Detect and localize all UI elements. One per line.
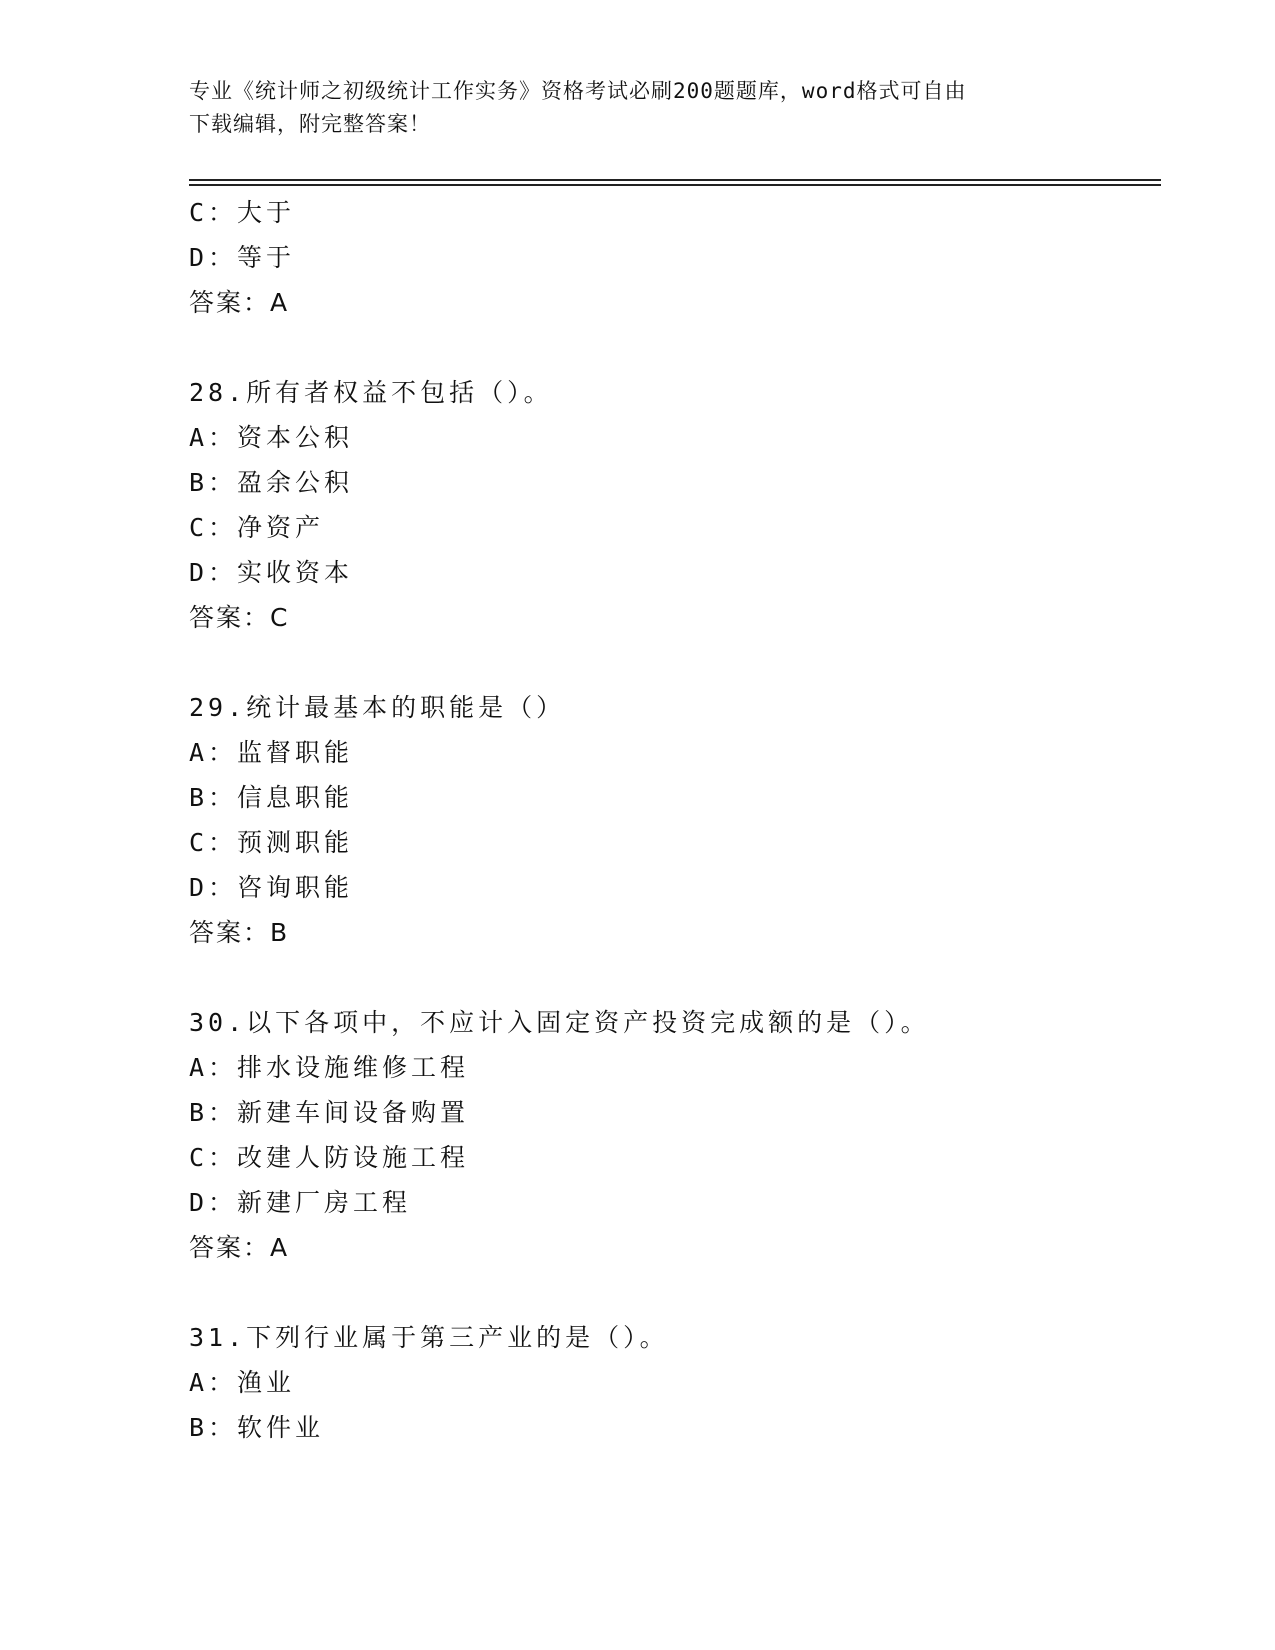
q29-option-c: C：预测职能 [189, 828, 354, 857]
q30-option-c: C：改建人防设施工程 [189, 1143, 470, 1172]
q31-option-b: B：软件业 [189, 1413, 325, 1442]
header-line-2: 下载编辑，附完整答案！ [189, 112, 431, 136]
q27-option-c: C：大于 [189, 198, 296, 227]
q27-answer: 答案：A [189, 288, 290, 317]
q28-question: 28.所有者权益不包括（）。 [189, 378, 553, 407]
q29-option-a: A：监督职能 [189, 738, 354, 767]
q29-option-d: D：咨询职能 [189, 873, 354, 902]
q27-option-d: D：等于 [189, 243, 296, 272]
q29-answer: 答案：B [189, 918, 290, 947]
q30-option-b: B：新建车间设备购置 [189, 1098, 470, 1127]
q28-option-c: C：净资产 [189, 513, 325, 542]
header-divider-bottom [189, 184, 1161, 186]
header-divider-top [189, 179, 1161, 181]
document-header [189, 75, 1089, 141]
q30-question: 30.以下各项中，不应计入固定资产投资完成额的是（）。 [189, 1008, 930, 1037]
q29-question: 29.统计最基本的职能是（） [189, 693, 566, 722]
q29-option-b: B：信息职能 [189, 783, 354, 812]
q28-answer: 答案：C [189, 603, 290, 632]
q30-option-d: D：新建厂房工程 [189, 1188, 412, 1217]
q30-option-a: A：排水设施维修工程 [189, 1053, 470, 1082]
header-line-1: 专业《统计师之初级统计工作实务》资格考试必刷200题题库，word格式可自由 [189, 79, 967, 103]
q30-answer: 答案：A [189, 1233, 290, 1262]
q31-option-a: A：渔业 [189, 1368, 296, 1397]
q28-option-d: D：实收资本 [189, 558, 354, 587]
q31-question: 31.下列行业属于第三产业的是（）。 [189, 1323, 669, 1352]
q28-option-b: B：盈余公积 [189, 468, 354, 497]
q28-option-a: A：资本公积 [189, 423, 354, 452]
